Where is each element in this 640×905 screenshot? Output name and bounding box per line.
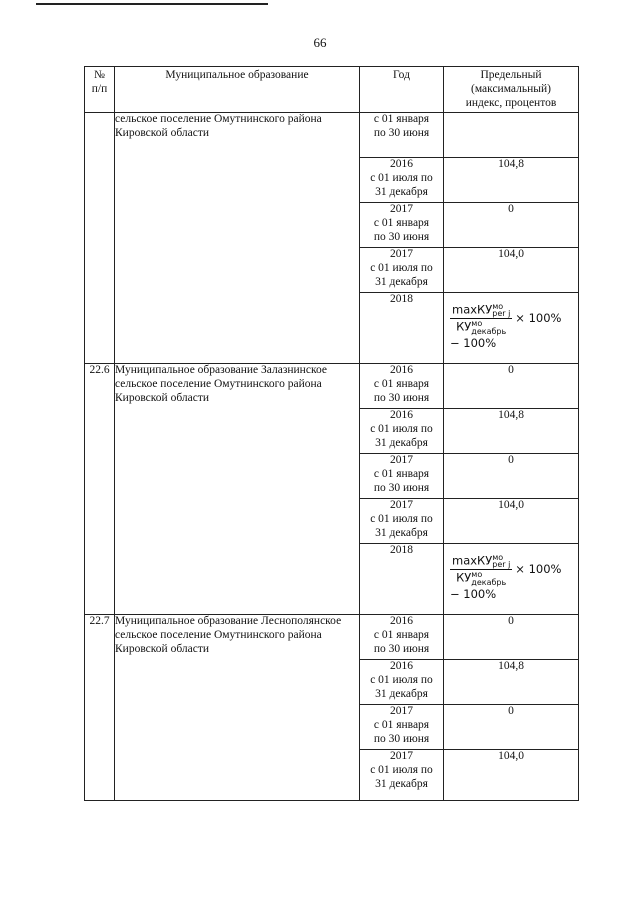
index-value: 104,8: [444, 660, 579, 705]
formula-fraction: [450, 303, 512, 335]
table-header-row: [85, 67, 579, 113]
formula-minus: − 100%: [450, 586, 497, 601]
period-cell: 2016 с 01 июля по 31 декабря: [360, 158, 444, 203]
index-value: 0: [444, 615, 579, 660]
formula-numerator: maxКУ мо per j: [452, 302, 511, 319]
index-value: 0: [444, 203, 579, 248]
municipality-name: сельское поселение Омутнинского района Кировской области: [115, 113, 360, 364]
index-value: [444, 544, 579, 615]
period-cell: 2018: [360, 293, 444, 364]
index-formula: [444, 293, 578, 351]
period-cell: 2016 с 01 января по 30 июня: [360, 615, 444, 660]
formula-minus: − 100%: [450, 335, 497, 350]
tariff-index-table: [84, 66, 579, 801]
formula-times: × 100%: [515, 562, 562, 577]
row-number: [85, 113, 115, 364]
municipality-name: Муниципальное образование Залазнинское сельское поселение Омутнинского района Кировской области: [115, 364, 360, 615]
header-year: Год: [360, 67, 444, 113]
table-body: [85, 113, 579, 801]
table-row: [85, 615, 579, 660]
period-cell: 2017 с 01 января по 30 июня: [360, 454, 444, 499]
period-cell: 2017 с 01 января по 30 июня: [360, 705, 444, 750]
formula-denominator: КУ мо декабрь: [456, 570, 507, 587]
header-index: Предельный (максимальный) индекс, процентов: [444, 67, 579, 113]
index-value: 104,8: [444, 409, 579, 454]
top-rule: [36, 3, 268, 5]
period-cell: 2018: [360, 544, 444, 615]
index-value: 104,0: [444, 750, 579, 801]
row-number: 22.7: [85, 615, 115, 801]
index-value: 0: [444, 364, 579, 409]
header-number: № п/п: [85, 67, 115, 113]
formula-denominator: КУ мо декабрь: [456, 319, 507, 336]
period-cell: с 01 января по 30 июня: [360, 113, 444, 158]
period-cell: 2016 с 01 июля по 31 декабря: [360, 409, 444, 454]
period-cell: 2016 с 01 июля по 31 декабря: [360, 660, 444, 705]
index-formula: [444, 544, 578, 602]
formula-times: × 100%: [515, 311, 562, 326]
municipality-name: Муниципальное образование Леснополянское сельское поселение Омутнинского района Кировской области: [115, 615, 360, 801]
index-value: [444, 113, 579, 158]
period-cell: 2017 с 01 июля по 31 декабря: [360, 750, 444, 801]
formula-numerator: maxКУ мо per j: [452, 553, 511, 570]
header-municipality: Муниципальное образование: [115, 67, 360, 113]
period-cell: 2017 с 01 июля по 31 декабря: [360, 499, 444, 544]
index-value: 104,8: [444, 158, 579, 203]
index-value: 104,0: [444, 499, 579, 544]
table-row: [85, 364, 579, 409]
page-number: 66: [313, 35, 327, 50]
table-row: [85, 113, 579, 158]
index-value: 104,0: [444, 248, 579, 293]
index-value: 0: [444, 705, 579, 750]
row-number: 22.6: [85, 364, 115, 615]
period-cell: 2017 с 01 января по 30 июня: [360, 203, 444, 248]
period-cell: 2017 с 01 июля по 31 декабря: [360, 248, 444, 293]
formula-fraction: [450, 554, 512, 586]
index-value: 0: [444, 454, 579, 499]
index-value: [444, 293, 579, 364]
period-cell: 2016 с 01 января по 30 июня: [360, 364, 444, 409]
